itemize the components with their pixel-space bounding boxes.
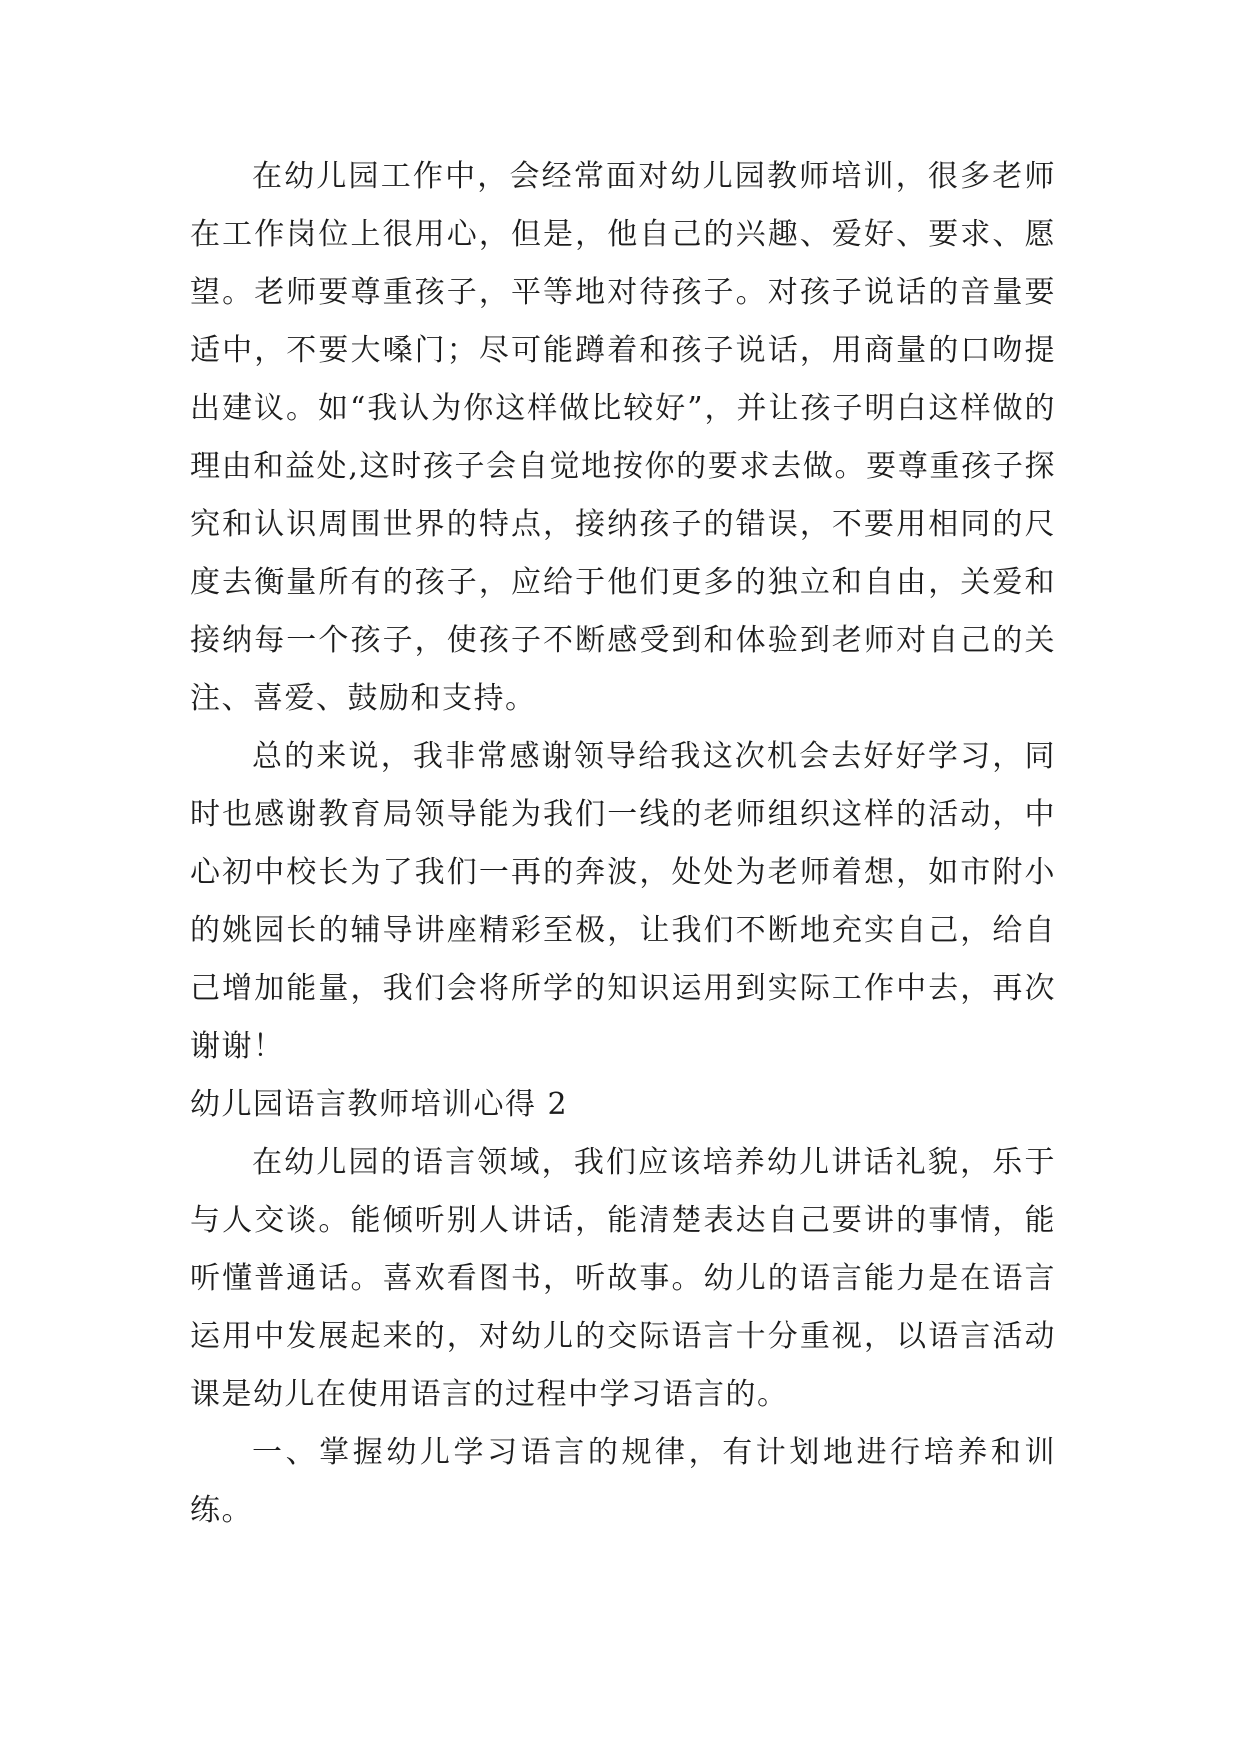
document-page [190, 148, 1056, 1540]
body-paragraph: 一、掌握幼儿学习语言的规律，有计划地进行培养和训练。 [190, 1435, 1056, 1528]
body-paragraph: 在幼儿园的语言领域，我们应该培养幼儿讲话礼貌，乐于与人交谈。能倾听别人讲话，能清楚表达自己要讲的事情，能听懂普通话。喜欢看图书，听故事。幼儿的语言能力是在语言运用中发展起来的，对幼儿的交际语言十分重视，以语言活动课是幼儿在使用语言的过程中学习语言的。 [190, 1145, 1056, 1412]
body-paragraph: 总的来说，我非常感谢领导给我这次机会去好好学习，同时也感谢教育局领导能为我们一线的老师组织这样的活动，中心初中校长为了我们一再的奔波，处处为老师着想，如市附小的姚园长的辅导讲座精彩至极，让我们不断地充实自己，给自己增加能量，我们会将所学的知识运用到实际工作中去，再次谢谢！ [190, 739, 1056, 1064]
body-paragraph: 在幼儿园工作中，会经常面对幼儿园教师培训，很多老师在工作岗位上很用心，但是，他自己的兴趣、爱好、要求、愿望。老师要尊重孩子，平等地对待孩子。对孩子说话的音量要适中，不要大嗓门；尽可能蹲着和孩子说话，用商量的口吻提出建议。如“我认为你这样做比较好”，并让孩子明白这样做的理由和益处,这时孩子会自觉地按你的要求去做。要尊重孩子探究和认识周围世界的特点，接纳孩子的错误，不要用相同的尺度去衡量所有的孩子，应给于他们更多的独立和自由，关爱和接纳每一个孩子，使孩子不断感受到和体验到老师对自己的关注、喜爱、鼓励和支持。 [190, 159, 1056, 716]
section-title: 幼儿园语言教师培训心得 2 [190, 1087, 569, 1122]
